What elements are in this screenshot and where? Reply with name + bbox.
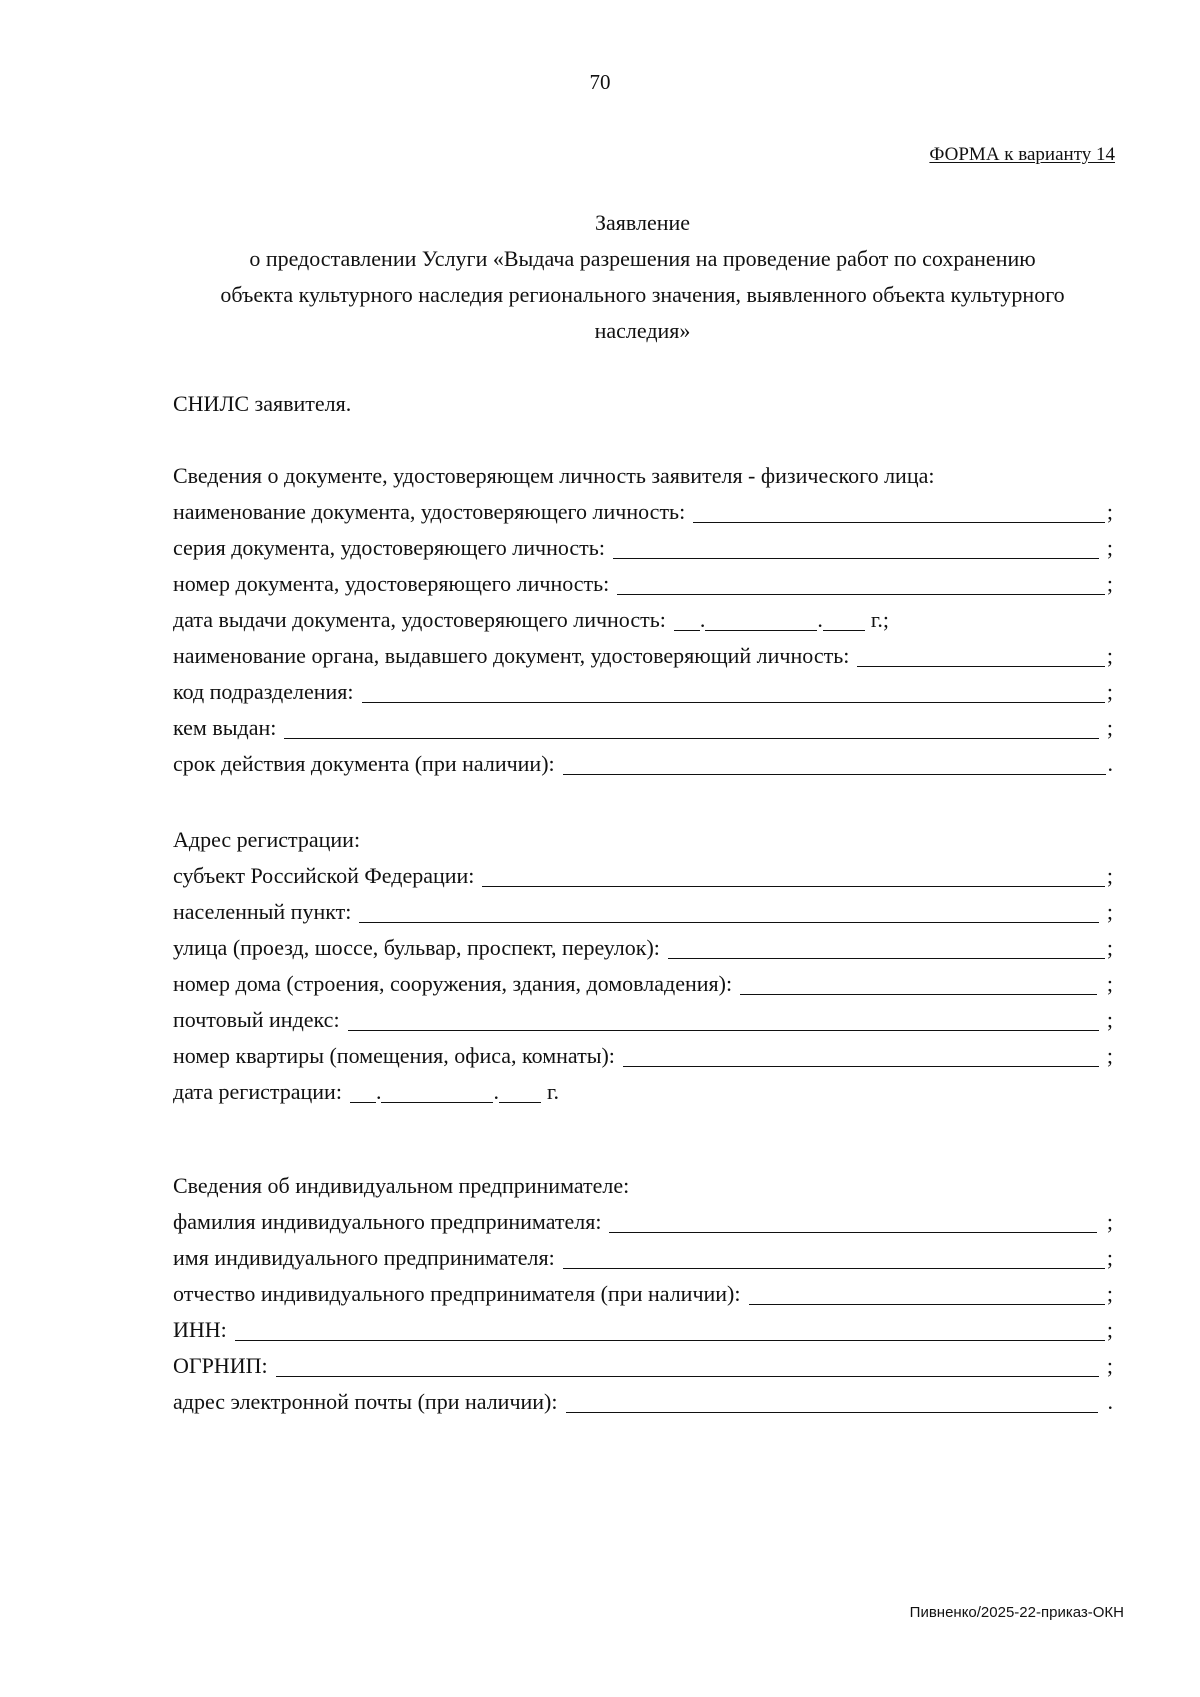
doc-number-end: ; — [1106, 571, 1113, 596]
street-field[interactable] — [668, 934, 1105, 959]
surname-label: фамилия индивидуального предпринимателя: — [173, 1209, 602, 1234]
validity-label: срок действия документа (при наличии): — [173, 751, 555, 776]
surname-row — [173, 1204, 1113, 1240]
postal-code-row — [173, 1002, 1113, 1038]
registration-address-heading: Адрес регистрации: — [173, 827, 361, 852]
ogrnip-label: ОГРНИП: — [173, 1353, 268, 1378]
locality-field[interactable] — [359, 898, 1099, 923]
doc-number-field[interactable] — [617, 570, 1105, 595]
apartment-field[interactable] — [623, 1042, 1099, 1067]
doc-issuer-name-label: наименование органа, выдавшего документ, удостоверяющий личность: — [173, 643, 850, 668]
name-label: имя индивидуального предпринимателя: — [173, 1245, 555, 1270]
postal-code-end: ; — [1106, 1007, 1113, 1032]
surname-end: ; — [1106, 1209, 1113, 1234]
doc-name-label: наименование документа, удостоверяющего личность: — [173, 499, 686, 524]
page-number: 70 — [589, 70, 611, 94]
registration-date-row: дата регистрации: . . г. — [173, 1074, 1113, 1110]
entrepreneur-heading: Сведения об индивидуальном предпринимателе: — [173, 1173, 630, 1198]
ogrnip-field[interactable] — [276, 1352, 1099, 1377]
division-code-label: код подразделения: — [173, 679, 354, 704]
doc-series-label: серия документа, удостоверяющего личность: — [173, 535, 605, 560]
locality-row — [173, 894, 1113, 930]
street-label: улица (проезд, шоссе, бульвар, проспект, переулок): — [173, 935, 660, 960]
division-code-row — [173, 674, 1113, 710]
region-end: ; — [1106, 863, 1113, 888]
doc-name-end: ; — [1106, 499, 1113, 524]
doc-issue-date-label: дата выдачи документа, удостоверяющего личность: — [173, 607, 666, 632]
name-field[interactable] — [563, 1244, 1105, 1269]
doc-issue-month-field[interactable] — [705, 604, 817, 631]
snils-section — [173, 386, 1113, 422]
registration-year-field[interactable] — [499, 1076, 541, 1103]
region-row — [173, 858, 1113, 894]
issued-by-field[interactable] — [284, 714, 1099, 739]
house-label: номер дома (строения, сооружения, здания, домовладения): — [173, 971, 733, 996]
region-field[interactable] — [482, 862, 1104, 887]
doc-issue-date-suffix: г.; — [870, 607, 890, 632]
registration-day-field[interactable] — [350, 1076, 376, 1103]
form-reference: ФОРМА к варианту 14 — [929, 144, 1115, 165]
doc-series-row — [173, 530, 1113, 566]
registration-address-section — [173, 822, 1113, 1110]
validity-row — [173, 746, 1113, 782]
doc-issuer-name-end: ; — [1106, 643, 1113, 668]
title-line-1: Заявление — [594, 210, 691, 235]
identity-document-heading: Сведения о документе, удостоверяющем личность заявителя - физического лица: — [173, 463, 935, 488]
doc-number-label: номер документа, удостоверяющего личность: — [173, 571, 610, 596]
title-line-2: о предоставлении Услуги «Выдача разрешения на проведение работ по сохранению — [249, 246, 1036, 271]
name-end: ; — [1106, 1245, 1113, 1270]
ogrnip-row — [173, 1348, 1113, 1384]
document-title — [160, 205, 1125, 349]
patronymic-field[interactable] — [749, 1280, 1105, 1305]
footer-code: Пивненко/2025-22-приказ-ОКН — [909, 1604, 1124, 1621]
ogrnip-end: ; — [1106, 1353, 1113, 1378]
street-row — [173, 930, 1113, 966]
doc-issuer-name-field[interactable] — [857, 642, 1105, 667]
surname-field[interactable] — [609, 1208, 1096, 1233]
locality-label: населенный пункт: — [173, 899, 352, 924]
email-label: адрес электронной почты (при наличии): — [173, 1389, 558, 1414]
registration-month-field[interactable] — [381, 1076, 493, 1103]
issued-by-label: кем выдан: — [173, 715, 277, 740]
patronymic-end: ; — [1106, 1281, 1113, 1306]
doc-name-row — [173, 494, 1113, 530]
postal-code-field[interactable] — [348, 1006, 1099, 1031]
doc-issue-day-field[interactable] — [674, 604, 700, 631]
region-label: субъект Российской Федерации: — [173, 863, 475, 888]
validity-field[interactable] — [563, 750, 1106, 775]
street-end: ; — [1106, 935, 1113, 960]
house-field[interactable] — [740, 970, 1097, 995]
entrepreneur-section — [173, 1168, 1113, 1420]
registration-date-suffix: г. — [546, 1079, 559, 1104]
inn-end: ; — [1106, 1317, 1113, 1342]
inn-label: ИНН: — [173, 1317, 227, 1342]
email-field[interactable] — [566, 1388, 1098, 1413]
snils-label: СНИЛС заявителя. — [173, 391, 352, 416]
title-line-4: наследия» — [594, 318, 691, 343]
doc-issue-year-field[interactable] — [823, 604, 865, 631]
division-code-field[interactable] — [362, 678, 1105, 703]
doc-name-field[interactable] — [693, 498, 1105, 523]
doc-issuer-name-row — [173, 638, 1113, 674]
title-line-3: объекта культурного наследия регионального значения, выявленного объекта культурного — [220, 282, 1065, 307]
division-code-end: ; — [1106, 679, 1113, 704]
postal-code-label: почтовый индекс: — [173, 1007, 340, 1032]
email-end: . — [1107, 1389, 1113, 1414]
issued-by-end: ; — [1106, 715, 1113, 740]
patronymic-row — [173, 1276, 1113, 1312]
doc-series-field[interactable] — [613, 534, 1099, 559]
apartment-row — [173, 1038, 1113, 1074]
house-row — [173, 966, 1113, 1002]
issued-by-row — [173, 710, 1113, 746]
patronymic-label: отчество индивидуального предпринимателя (при наличии): — [173, 1281, 741, 1306]
validity-end: . — [1107, 751, 1113, 776]
locality-end: ; — [1106, 899, 1113, 924]
doc-number-row — [173, 566, 1113, 602]
name-row — [173, 1240, 1113, 1276]
email-row — [173, 1384, 1113, 1420]
doc-issue-date-row: дата выдачи документа, удостоверяющего личность: . . г.; — [173, 602, 1113, 638]
doc-series-end: ; — [1106, 535, 1113, 560]
registration-date-label: дата регистрации: — [173, 1079, 342, 1104]
inn-row — [173, 1312, 1113, 1348]
apartment-label: номер квартиры (помещения, офиса, комнаты): — [173, 1043, 615, 1068]
apartment-end: ; — [1106, 1043, 1113, 1068]
house-end: ; — [1106, 971, 1113, 996]
inn-field[interactable] — [235, 1316, 1105, 1341]
identity-document-section — [173, 458, 1113, 782]
